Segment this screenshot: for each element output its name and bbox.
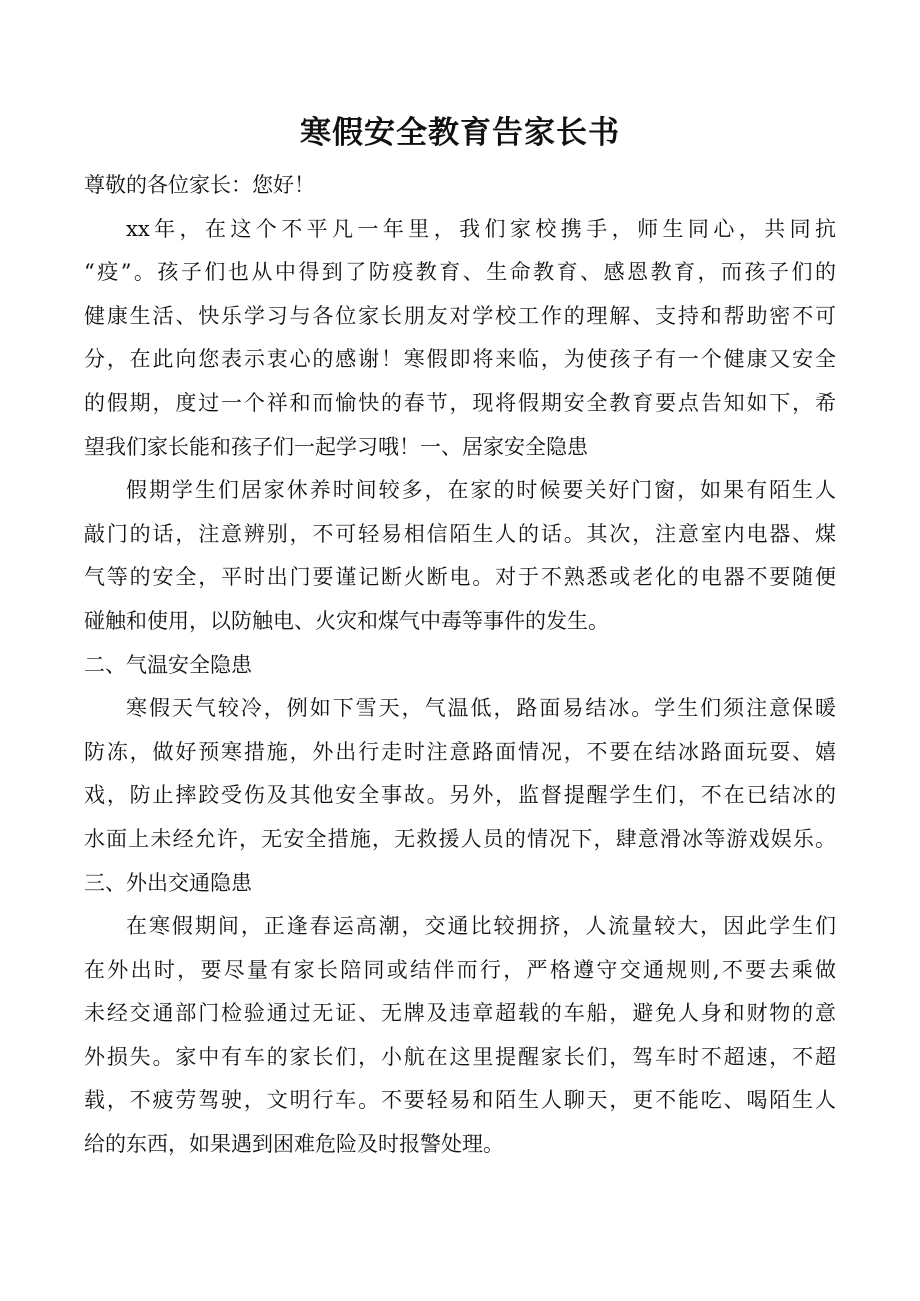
section3-line: 外损失。家中有车的家长们，小航在这里提醒家长们，驾车时不超速，不超 (84, 1044, 836, 1069)
section3-line: 在外出时，要尽量有家长陪同或结伴而行，严格遵守交通规则,不要去乘做 (84, 957, 836, 982)
greeting: 尊敬的各位家长：您好！ (84, 173, 315, 197)
document-page (84, 108, 836, 1167)
section2-heading: 二、气温安全隐患 (84, 652, 252, 677)
section1-paragraph (84, 469, 836, 643)
section3-line: 载，不疲劳驾驶，文明行车。不要轻易和陌生人聊天，更不能吃、喝陌生人 (84, 1088, 836, 1113)
section3-line: 在寒假期间，正逢春运高潮，交通比较拥挤，人流量较大，因此学生们 (126, 914, 836, 939)
section2-paragraph (84, 687, 836, 861)
section2-line: 防冻，做好预寒措施，外出行走时注意路面情况，不要在结冰路面玩耍、嬉 (84, 739, 836, 764)
section2-line: 水面上未经允许，无安全措施，无救援人员的情况下，肆意滑冰等游戏娱乐。 (84, 826, 836, 851)
intro-paragraph (84, 208, 836, 470)
intro-line: 健康生活、快乐学习与各位家长朋友对学校工作的理解、支持和帮助密不可 (84, 303, 836, 328)
document-title: 寒假安全教育告家长书 (300, 115, 620, 151)
intro-line: xx年，在这个不平凡一年里，我们家校携手，师生同心，共同抗 (126, 216, 836, 241)
section1-line: 假期学生们居家休养时间较多，在家的时候要关好门窗，如果有陌生人 (126, 478, 836, 503)
section3-line: 未经交通部门检验通过无证、无牌及违章超载的车船，避免人身和财物的意 (84, 1001, 836, 1026)
section3-paragraph (84, 905, 836, 1167)
section3-heading: 三、外出交通隐患 (84, 870, 252, 895)
intro-line: 分，在此向您表示衷心的感谢！寒假即将来临，为使孩子有一个健康又安全 (84, 347, 836, 372)
section1-line: 敲门的话，注意辨别，不可轻易相信陌生人的话。其次，注意室内电器、煤 (84, 521, 836, 546)
section1-line: 气等的安全，平时出门要谨记断火断电。对于不熟悉或老化的电器不要随便 (84, 565, 836, 590)
section2-line: 寒假天气较冷，例如下雪天，气温低，路面易结冰。学生们须注意保暖 (126, 696, 836, 721)
section1-line: 碰触和使用，以防触电、火灾和煤气中毒等事件的发生。 (84, 608, 609, 633)
intro-line: “疫”。孩子们也从中得到了防疫教育、生命教育、感恩教育，而孩子们的 (84, 260, 836, 285)
section3-line: 给的东西，如果遇到困难危险及时报警处理。 (84, 1132, 504, 1157)
section2-line: 戏，防止摔跤受伤及其他安全事故。另外，监督提醒学生们，不在已结冰的 (84, 783, 836, 808)
intro-line: 的假期，度过一个祥和而愉快的春节，现将假期安全教育要点告知如下，希 (84, 390, 836, 415)
intro-line: 望我们家长能和孩子们一起学习哦！一、居家安全隐患 (84, 434, 588, 459)
